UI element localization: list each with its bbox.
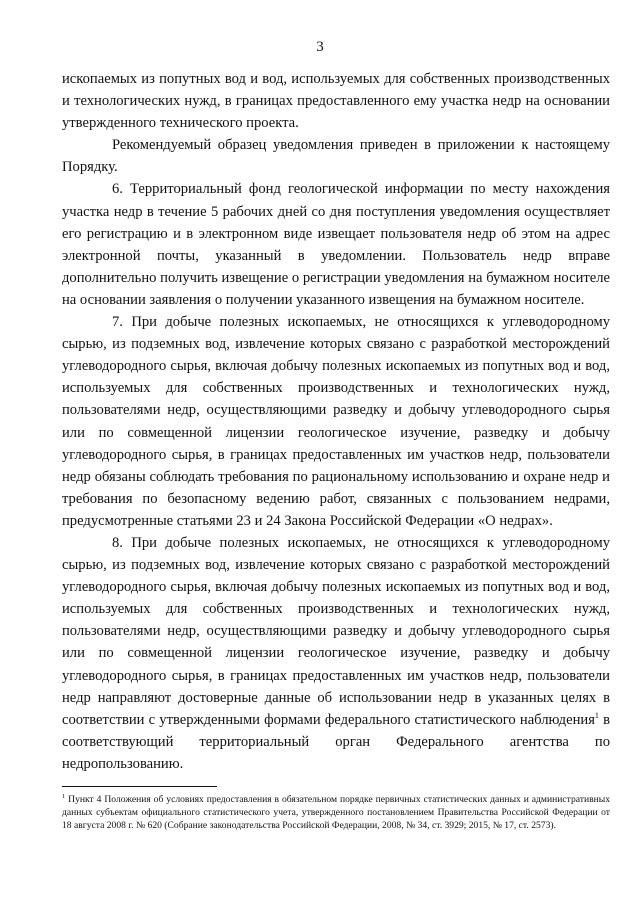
paragraph-item-8-text: 8. При добыче полезных ископаемых, не относящихся к углеводородному сырью, из подземных вод, извлечение которых связано с разработкой месторождений углеводородного сырья, включая добычу полезных ископаемых из попутных вод и вод, используемых для собственных производственных и технологических нужд, пользователями недр, осуществляющими разведку и добычу углеводородного сырья или по совмещенной лицензии геологическое изучение, разведку и добычу углеводородного сырья, в границах предоставленных им участков недр, пользователи недр направляют достоверные данные об использовании недр в указанных целях в соответствии с утвержденными формами федерального статистического наблюдения <box>62 534 610 728</box>
footnote-separator <box>62 786 217 787</box>
paragraph-item-8 <box>62 532 610 775</box>
paragraph-continuation: ископаемых из попутных вод и вод, используемых для собственных производственных и технологических нужд, в границах предоставленного ему участка недр на основании утвержденного технического проекта. <box>62 71 610 132</box>
paragraph-item-6: 6. Территориальный фонд геологической информации по месту нахождения участка недр в течение 5 рабочих дней со дня поступления уведомления осуществляет его регистрацию и в электронном виде извещает пользователя недр об этом на адрес электронной почты, указанный в уведомлении. Пользователь недр вправе дополнительно получить извещение о регистрации уведомления на бумажном носителе на основании заявления о получении указанного извещения на бумажном носителе. <box>62 181 610 308</box>
paragraph-item-8-tail: в соответствующий территориальный орган Федерального агентства по недропользованию. <box>62 711 610 772</box>
page-number: 3 <box>316 39 324 55</box>
footnote <box>62 793 610 832</box>
footnote-marker: 1 <box>62 793 66 800</box>
paragraph-item-7: 7. При добыче полезных ископаемых, не относящихся к углеводородному сырью, из подземных вод, извлечение которых связано с разработкой месторождений углеводородного сырья, включая добычу полезных ископаемых из попутных вод и вод, используемых для собственных производственных и технологических нужд, пользователями недр, осуществляющими разведку и добычу углеводородного сырья или по совмещенной лицензии геологическое изучение, разведку и добычу углеводородного сырья, в границах предоставленных им участков недр, пользователи недр обязаны соблюдать требования по рациональному использованию и охране недр и требования по безопасному ведению работ, связанных с пользованием недрами, предусмотренные статьями 23 и 24 Закона Российской Федерации «О недрах». <box>62 314 610 529</box>
paragraph-sample-notice: Рекомендуемый образец уведомления приведен в приложении к настоящему Порядку. <box>62 137 610 176</box>
body-text <box>62 68 610 775</box>
footnote-text: Пункт 4 Положения об условиях предоставления в обязательном порядке первичных статистических данных и административных данных субъектам официального статистического учета, утвержденного постановлением Правительства Российской Федерации от 18 августа 2008 г. № 620 (Собрание законодательства Российской Федерации, 2008, № 34, ст. 3929; 2015, № 17, ст. 2573). <box>62 794 610 832</box>
footnote-reference: 1 <box>594 710 599 720</box>
